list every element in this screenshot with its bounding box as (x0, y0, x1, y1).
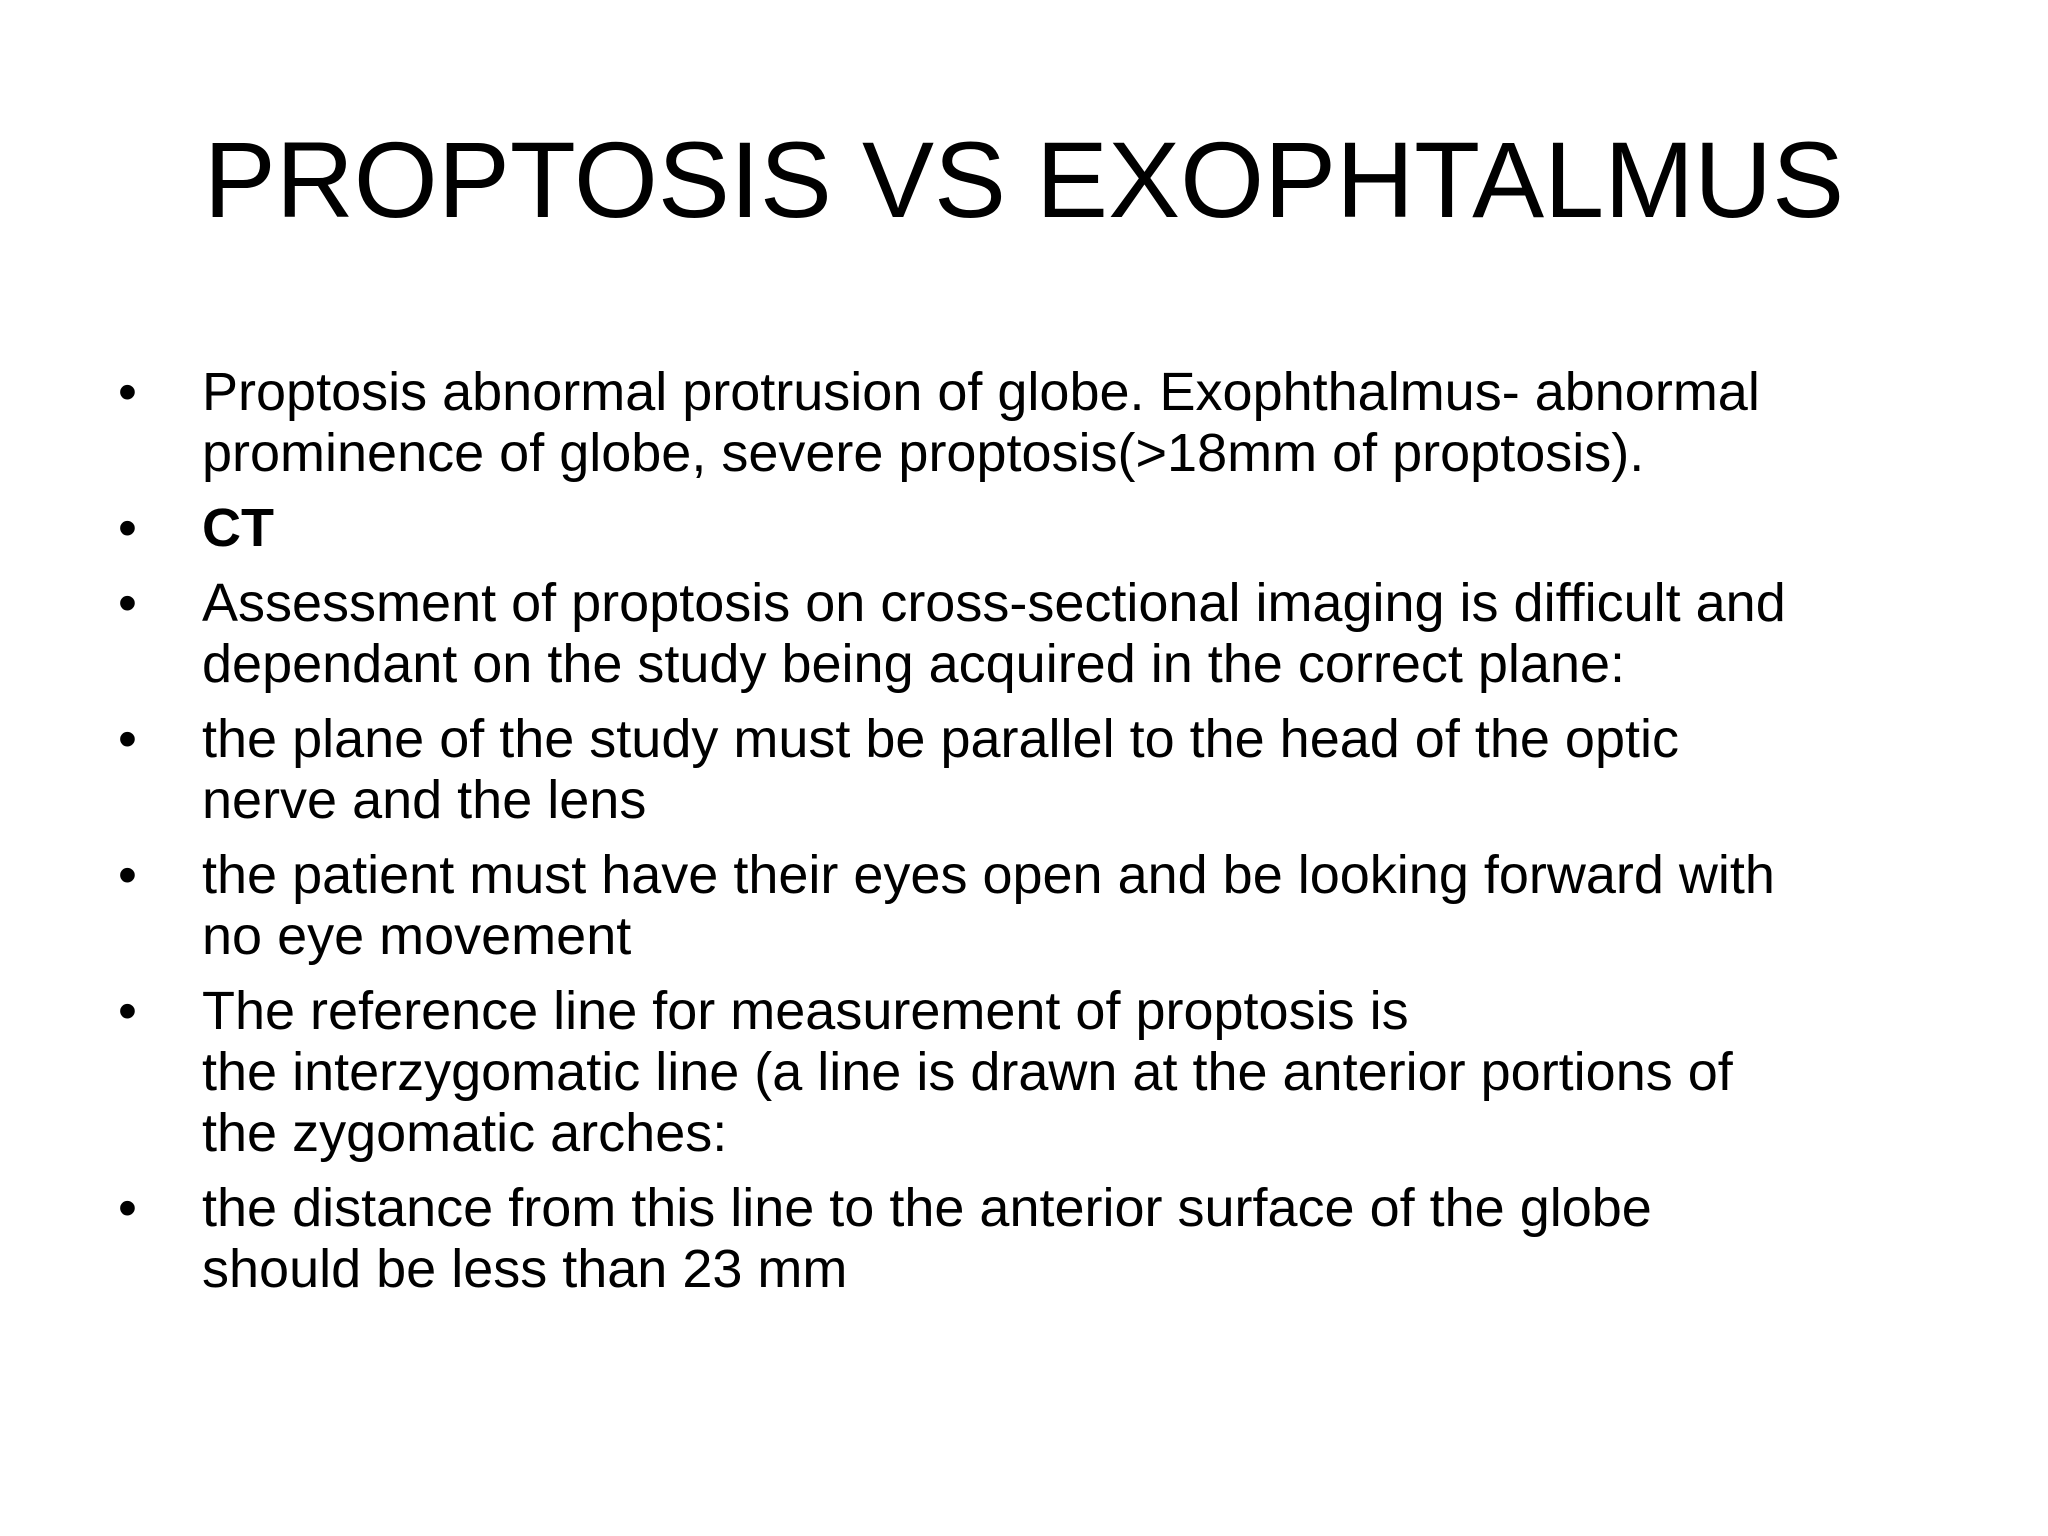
bullet-item-reference-line (118, 981, 1938, 1164)
bullet-line: no eye movement (202, 906, 632, 966)
bullet-marker: • (118, 1178, 137, 1238)
bullet-line: the distance from this line to the anterior surface of the globe (202, 1178, 1652, 1238)
bullet-marker: • (118, 573, 137, 633)
bullet-line: dependant on the study being acquired in the correct plane: (202, 634, 1626, 694)
bullet-line: Proptosis abnormal protrusion of globe. Exophthalmus- abnormal (202, 362, 1760, 422)
bullet-line: the zygomatic arches: (202, 1103, 728, 1163)
bullet-item-ct-heading (118, 498, 1938, 559)
bullet-marker: • (118, 362, 137, 422)
bullet-marker: • (118, 845, 137, 905)
slide-title: PROPTOSIS VS EXOPHTALMUS (203, 119, 1845, 240)
bullet-list (118, 362, 1938, 1314)
bullet-marker: • (118, 709, 137, 769)
bullet-line: should be less than 23 mm (202, 1239, 848, 1299)
bullet-item-patient (118, 845, 1938, 967)
bullet-line: The reference line for measurement of proptosis is (202, 981, 1409, 1041)
bullet-item-definition (118, 362, 1938, 484)
bullet-item-distance (118, 1178, 1938, 1300)
bullet-marker: • (118, 981, 137, 1041)
bullet-line: the patient must have their eyes open and be looking forward with (202, 845, 1775, 905)
bullet-line: nerve and the lens (202, 770, 647, 830)
bullet-marker: • (118, 498, 137, 558)
bullet-line: the interzygomatic line (a line is drawn at the anterior portions of (202, 1042, 1733, 1102)
bullet-item-assessment (118, 573, 1938, 695)
bullet-item-plane (118, 709, 1938, 831)
bullet-line-ct: CT (202, 498, 274, 558)
bullet-line: the plane of the study must be parallel to the head of the optic (202, 709, 1679, 769)
bullet-line: prominence of globe, severe proptosis(>18mm of proptosis). (202, 423, 1645, 483)
bullet-line: Assessment of proptosis on cross-sectional imaging is difficult and (202, 573, 1786, 633)
